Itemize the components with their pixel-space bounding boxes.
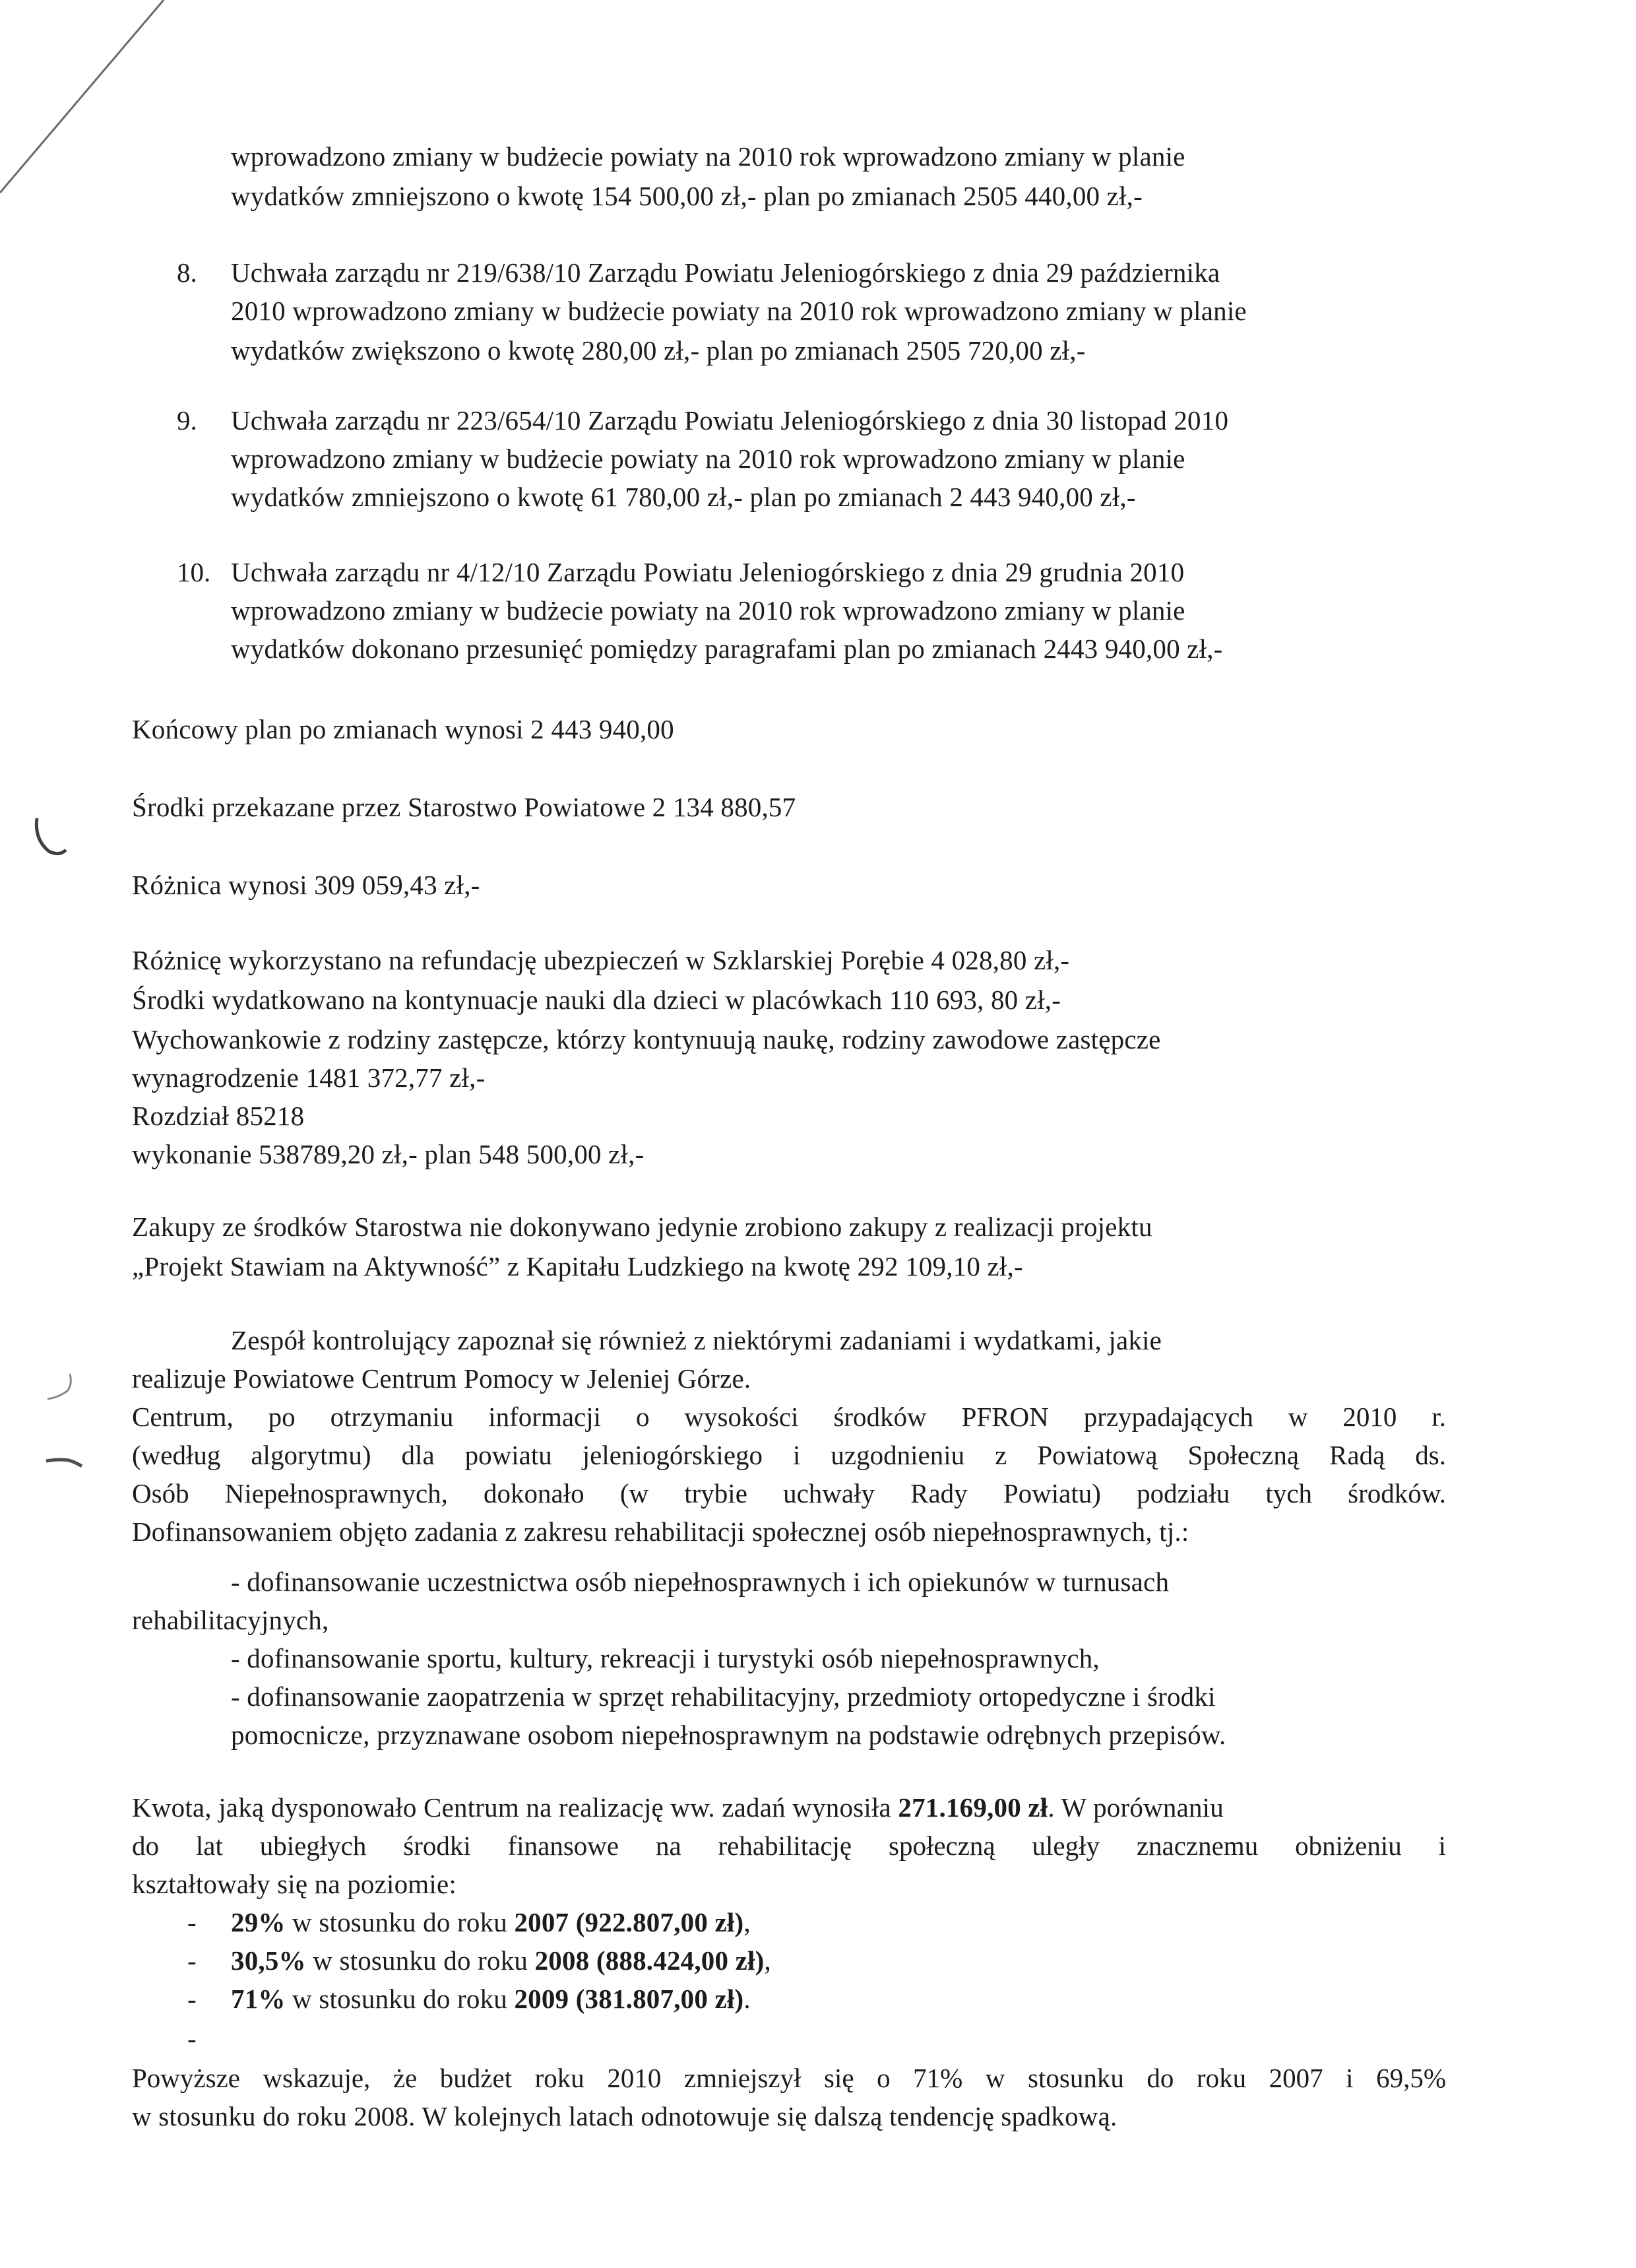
task-line4: - dofinansowanie zaopatrzenia w sprzęt rehabilitacyjny, przedmioty ortopedyczne i środki	[231, 1681, 1216, 1712]
item9-line2: wprowadzono zmiany w budżecie powiaty na 2010 rok wprowadzono zmiany w planie	[231, 443, 1185, 474]
comparison-text: w stosunku do roku	[285, 1907, 515, 1937]
item7-line2: wydatków zmniejszono o kwotę 154 500,00 zł,- plan po zmianach 2505 440,00 zł,-	[231, 181, 1143, 211]
item9-number: 9.	[177, 405, 197, 436]
control-line2: realizuje Powiatowe Centrum Pomocy w Jeleniej Górze.	[132, 1363, 751, 1394]
usage-line6: wykonanie 538789,20 zł,- plan 548 500,00 zł,-	[132, 1139, 645, 1169]
conclusion-line2: w stosunku do roku 2008. W kolejnych latach odnotowuje się dalszą tendencję spadkową.	[132, 2101, 1117, 2131]
usage-line3: Wychowankowie z rodziny zastępcze, którzy kontynuują naukę, rodziny zawodowe zastępcze	[132, 1024, 1161, 1054]
usage-line2: Środki wydatkowano na kontynuacje nauki dla dzieci w placówkach 110 693, 80 zł,-	[132, 985, 1061, 1015]
comparison-item	[231, 1980, 751, 2018]
difference-text: Różnica wynosi 309 059,43 zł,-	[132, 870, 480, 900]
comparison-percent: 71%	[231, 1984, 286, 2014]
purchases-line1: Zakupy ze środków Starostwa nie dokonywano jedynie zrobiono zakupy z realizacji projektu	[132, 1212, 1152, 1242]
empty-dash: -	[187, 2023, 197, 2054]
control-line1: Zespół kontrolujący zapoznał się również z niektórymi zadaniami i wydatkami, jakie	[231, 1325, 1162, 1355]
amount-line2: do lat ubiegłych środki finansowe na rehabilitację społeczną uległy znacznemu obniżeniu i	[132, 1831, 1446, 1861]
transferred-funds-text: Środki przekazane przez Starostwo Powiatowe 2 134 880,57	[132, 792, 796, 822]
comparison-percent: 29%	[231, 1907, 286, 1937]
item10-line3: wydatków dokonano przesunięć pomiędzy paragrafami plan po zmianach 2443 940,00 zł,-	[231, 633, 1223, 664]
item10-line1: Uchwała zarządu nr 4/12/10 Zarządu Powiatu Jeleniogórskiego z dnia 29 grudnia 2010	[231, 557, 1185, 587]
scan-corner-fold-line	[0, 0, 172, 198]
task-line5: pomocnicze, przyznawane osobom niepełnosprawnym na podstawie odrębnych przepisów.	[231, 1720, 1226, 1750]
item8-line1: Uchwała zarządu nr 219/638/10 Zarządu Powiatu Jeleniogórskiego z dnia 29 października	[231, 257, 1220, 288]
usage-line4: wynagrodzenie 1481 372,77 zł,-	[132, 1062, 486, 1093]
comparison-percent: 30,5%	[231, 1945, 306, 1976]
comparison-year: 2009	[514, 1984, 569, 2014]
task-line3: - dofinansowanie sportu, kultury, rekreacji i turystyki osób niepełnosprawnych,	[231, 1643, 1100, 1673]
comparison-dash: -	[187, 1945, 197, 1976]
task-line1: - dofinansowanie uczestnictwa osób niepełnosprawnych i ich opiekunów w turnusach	[231, 1567, 1170, 1597]
task-line2: rehabilitacyjnych,	[132, 1605, 329, 1635]
comparison-dash: -	[187, 1984, 197, 2014]
comparison-item	[231, 1941, 771, 1980]
amount-line1-post: . W porównaniu	[1048, 1792, 1224, 1823]
usage-line1: Różnicę wykorzystano na refundację ubezpieczeń w Szklarskiej Porębie 4 028,80 zł,-	[132, 945, 1070, 975]
amount-total-value: 271.169,00 zł	[898, 1792, 1048, 1823]
comparison-tail: ,	[743, 1907, 751, 1937]
amount-line3: kształtowały się na poziomie:	[132, 1869, 456, 1899]
item10-line2: wprowadzono zmiany w budżecie powiaty na 2010 rok wprowadzono zmiany w planie	[231, 595, 1185, 626]
centrum-line4: Dofinansowaniem objęto zadania z zakresu rehabilitacji społecznej osób niepełnosprawnych, tj.:	[132, 1516, 1189, 1547]
purchases-line2: „Projekt Stawiam na Aktywność” z Kapitału Ludzkiego na kwotę 292 109,10 zł,-	[132, 1251, 1023, 1281]
punch-hole-mark-bottom	[44, 1444, 86, 1470]
final-plan-text: Końcowy plan po zmianach wynosi 2 443 940,00	[132, 714, 674, 744]
centrum-line2: (według algorytmu) dla powiatu jeleniogórskiego i uzgodnieniu z Powiatową Społeczną Radą ds.	[132, 1440, 1446, 1470]
item8-line3: wydatków zwiększono o kwotę 280,00 zł,- plan po zmianach 2505 720,00 zł,-	[231, 335, 1086, 366]
item9-line1: Uchwała zarządu nr 223/654/10 Zarządu Powiatu Jeleniogórskiego z dnia 30 listopad 2010	[231, 405, 1229, 436]
item8-number: 8.	[177, 257, 197, 288]
comparison-amount: (381.807,00 zł)	[569, 1984, 744, 2014]
comparison-year: 2007	[514, 1907, 569, 1937]
comparison-text: w stosunku do roku	[285, 1984, 515, 2014]
conclusion-line1: Powyższe wskazuje, że budżet roku 2010 zmniejszył się o 71% w stosunku do roku 2007 i 69,5%	[132, 2063, 1446, 2093]
punch-hole-mark-middle	[44, 1365, 77, 1404]
comparison-amount: (888.424,00 zł)	[589, 1945, 765, 1976]
item10-number: 10.	[177, 557, 211, 587]
comparison-year: 2008	[534, 1945, 590, 1976]
usage-line5: Rozdział 85218	[132, 1101, 305, 1131]
item7-line1: wprowadzono zmiany w budżecie powiaty na 2010 rok wprowadzono zmiany w planie	[231, 141, 1185, 172]
comparison-amount: (922.807,00 zł)	[569, 1907, 744, 1937]
centrum-line3: Osób Niepełnosprawnych, dokonało (w trybie uchwały Rady Powiatu) podziału tych środków.	[132, 1478, 1446, 1508]
comparison-tail: .	[743, 1984, 751, 2014]
punch-hole-mark-top	[30, 813, 70, 859]
amount-line1-pre: Kwota, jaką dysponowało Centrum na realizację ww. zadań wynosiła	[132, 1792, 898, 1823]
amount-line1	[132, 1788, 1224, 1827]
comparison-item	[231, 1903, 751, 1941]
comparison-dash: -	[187, 1907, 197, 1937]
comparison-text: w stosunku do roku	[305, 1945, 535, 1976]
comparison-tail: ,	[764, 1945, 771, 1976]
centrum-line1: Centrum, po otrzymaniu informacji o wysokości środków PFRON przypadających w 2010 r.	[132, 1402, 1446, 1432]
item9-line3: wydatków zmniejszono o kwotę 61 780,00 zł,- plan po zmianach 2 443 940,00 zł,-	[231, 482, 1136, 512]
item8-line2: 2010 wprowadzono zmiany w budżecie powiaty na 2010 rok wprowadzono zmiany w planie	[231, 296, 1247, 326]
